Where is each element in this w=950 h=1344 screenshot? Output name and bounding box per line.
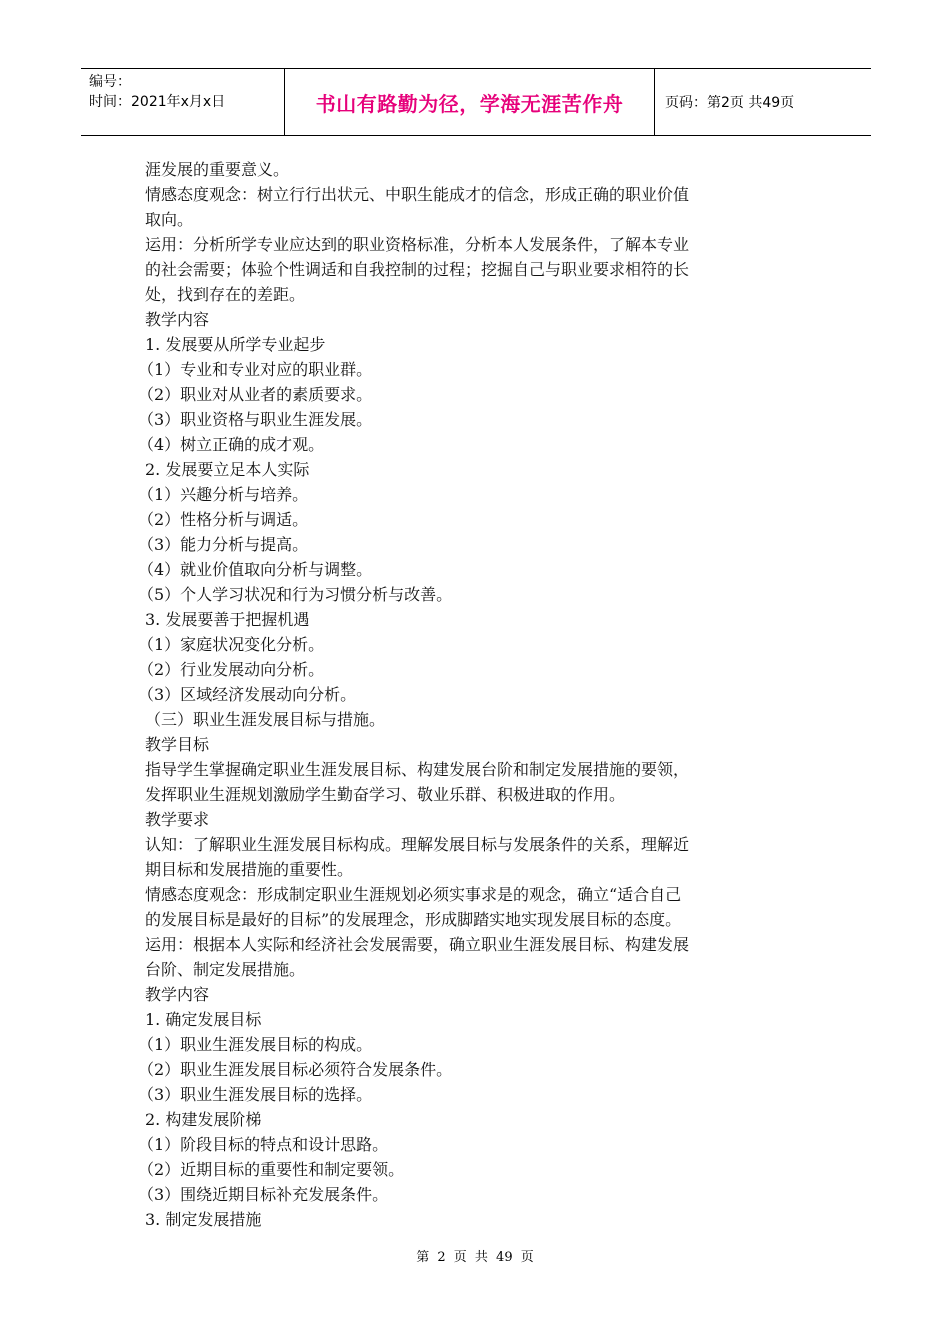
body-line: 教学内容	[145, 310, 210, 329]
header-left-cell	[81, 69, 285, 135]
motto-text: 书山有路勤为径，学海无涯苦作舟	[315, 91, 624, 116]
body-line: （5）个人学习状况和行为习惯分析与改善。	[138, 585, 453, 604]
body-line: （1）家庭状况变化分析。	[138, 635, 325, 654]
date-label: 时间：2021年x月x日	[89, 94, 226, 110]
body-line: （1）兴趣分析与培养。	[138, 485, 309, 504]
body-line: （4）就业价值取向分析与调整。	[138, 560, 373, 579]
body-line: （2）性格分析与调适。	[138, 510, 309, 529]
body-line: 2. 发展要立足本人实际	[145, 460, 310, 479]
body-line: 教学要求	[145, 810, 210, 829]
body-line: 处，找到存在的差距。	[145, 285, 306, 304]
body-line: （2）职业对从业者的素质要求。	[138, 385, 373, 404]
body-line: （2）职业生涯发展目标必须符合发展条件。	[138, 1060, 453, 1079]
body-line: （三）职业生涯发展目标与措施。	[145, 710, 386, 729]
header-page-cell	[655, 69, 871, 135]
body-line: （3）职业资格与职业生涯发展。	[138, 410, 373, 429]
body-line: 情感态度观念：树立行行出状元、中职生能成才的信念，形成正确的职业价值	[145, 185, 690, 204]
number-label: 编号：	[89, 74, 131, 90]
body-line: 的社会需要；体验个性调适和自我控制的过程；挖掘自己与职业要求相符的长	[145, 260, 690, 279]
body-line: （1）阶段目标的特点和设计思路。	[138, 1135, 389, 1154]
body-line: 2. 构建发展阶梯	[145, 1110, 262, 1129]
header-motto-cell	[285, 69, 655, 135]
body-line: 教学目标	[145, 735, 210, 754]
body-line: 期目标和发展措施的重要性。	[145, 860, 354, 879]
body-line: （2）行业发展动向分析。	[138, 660, 325, 679]
body-line: （1）专业和专业对应的职业群。	[138, 360, 373, 379]
body-line: （3）能力分析与提高。	[138, 535, 309, 554]
body-line: （1）职业生涯发展目标的构成。	[138, 1035, 373, 1054]
body-line: 取向。	[145, 210, 194, 229]
body-line: 台阶、制定发展措施。	[145, 960, 306, 979]
body-line: 情感态度观念：形成制定职业生涯规划必须实事求是的观念，确立“适合自己	[145, 885, 682, 904]
body-line: 运用：根据本人实际和经济社会发展需要，确立职业生涯发展目标、构建发展	[145, 935, 690, 954]
body-line: （3）区域经济发展动向分析。	[138, 685, 357, 704]
body-line: 指导学生掌握确定职业生涯发展目标、构建发展台阶和制定发展措施的要领，	[145, 760, 690, 779]
body-line: 3. 制定发展措施	[145, 1210, 262, 1229]
document-header	[81, 68, 871, 136]
body-line: （3）职业生涯发展目标的选择。	[138, 1085, 373, 1104]
body-line: 1. 确定发展目标	[145, 1010, 262, 1029]
body-line: 3. 发展要善于把握机遇	[145, 610, 310, 629]
body-line: 1. 发展要从所学专业起步	[145, 335, 326, 354]
page-info: 页码：第2页 共49页	[665, 95, 795, 111]
body-line: （4）树立正确的成才观。	[138, 435, 325, 454]
body-line: 运用：分析所学专业应达到的职业资格标准，分析本人发展条件，了解本专业	[145, 235, 690, 254]
body-line: 发挥职业生涯规划激励学生勤奋学习、敬业乐群、积极进取的作用。	[145, 785, 626, 804]
body-line: 认知：了解职业生涯发展目标构成。理解发展目标与发展条件的关系，理解近	[145, 835, 690, 854]
document-body	[138, 157, 815, 1232]
body-line: 涯发展的重要意义。	[145, 160, 290, 179]
body-line: （2）近期目标的重要性和制定要领。	[138, 1160, 405, 1179]
body-line: 教学内容	[145, 985, 210, 1004]
page-footer: 第 2 页 共 49 页	[416, 1250, 534, 1265]
body-line: 的发展目标是最好的目标”的发展理念，形成脚踏实地实现发展目标的态度。	[145, 910, 682, 929]
body-line: （3）围绕近期目标补充发展条件。	[138, 1185, 389, 1204]
